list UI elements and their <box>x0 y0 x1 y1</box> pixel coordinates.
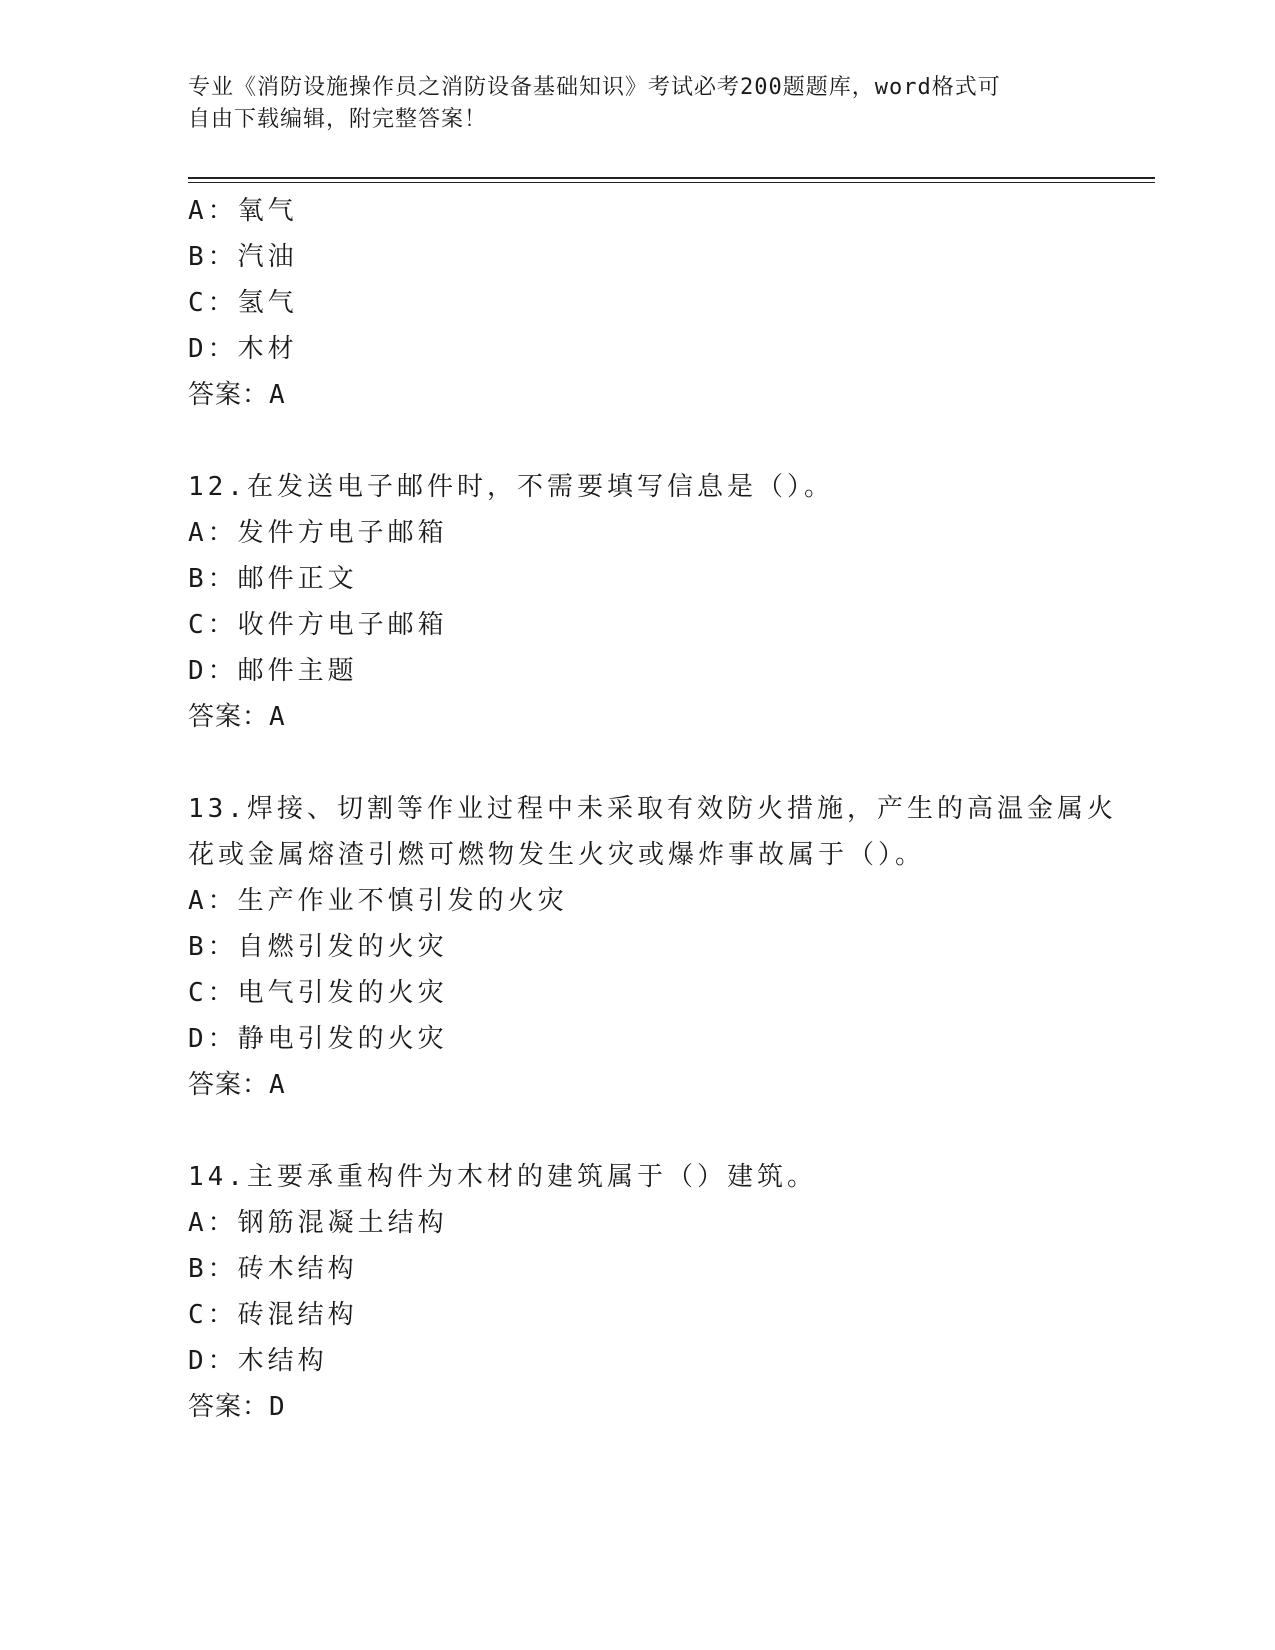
option-a: A：钢筋混凝土结构 <box>188 1208 448 1238</box>
option-c: C：砖混结构 <box>188 1300 358 1330</box>
question-block-14 <box>188 1154 1118 1430</box>
answer-line: 答案：A <box>188 1070 286 1100</box>
spacer <box>188 1108 1118 1154</box>
header-divider-thin <box>188 182 1155 183</box>
header-line-1: 专业《消防设施操作员之消防设备基础知识》考试必考200题题库，word格式可 <box>188 75 1001 100</box>
option-c: C：收件方电子邮箱 <box>188 610 448 640</box>
answer-line: 答案：A <box>188 380 286 410</box>
question-text-line-2: 花或金属熔渣引燃可燃物发生火灾或爆炸事故属于（）。 <box>188 840 926 870</box>
spacer <box>188 740 1118 786</box>
option-b: B：自燃引发的火灾 <box>188 932 448 962</box>
answer-line: 答案：A <box>188 702 286 732</box>
option-c: C：电气引发的火灾 <box>188 978 448 1008</box>
option-a: A：氧气 <box>188 196 298 226</box>
question-block-13 <box>188 786 1118 1108</box>
question-text-line-1: 13.焊接、切割等作业过程中未采取有效防火措施，产生的高温金属火 <box>188 794 1117 824</box>
answer-line: 答案：D <box>188 1392 286 1422</box>
option-d: D：木结构 <box>188 1346 328 1376</box>
document-header <box>188 72 1068 136</box>
option-a: A：生产作业不慎引发的火灾 <box>188 886 568 916</box>
spacer <box>188 418 1118 464</box>
question-block-12 <box>188 464 1118 740</box>
header-divider-thick <box>188 177 1155 179</box>
question-block-11 <box>188 188 1118 418</box>
question-text: 12.在发送电子邮件时，不需要填写信息是（）。 <box>188 472 834 502</box>
option-d: D：邮件主题 <box>188 656 358 686</box>
question-text: 14.主要承重构件为木材的建筑属于（）建筑。 <box>188 1162 817 1192</box>
option-b: B：砖木结构 <box>188 1254 358 1284</box>
option-a: A：发件方电子邮箱 <box>188 518 448 548</box>
header-line-2: 自由下载编辑，附完整答案！ <box>188 107 488 132</box>
question-list <box>188 188 1118 1430</box>
option-b: B：邮件正文 <box>188 564 358 594</box>
option-d: D：木材 <box>188 334 298 364</box>
option-b: B：汽油 <box>188 242 298 272</box>
option-c: C：氢气 <box>188 288 298 318</box>
option-d: D：静电引发的火灾 <box>188 1024 448 1054</box>
